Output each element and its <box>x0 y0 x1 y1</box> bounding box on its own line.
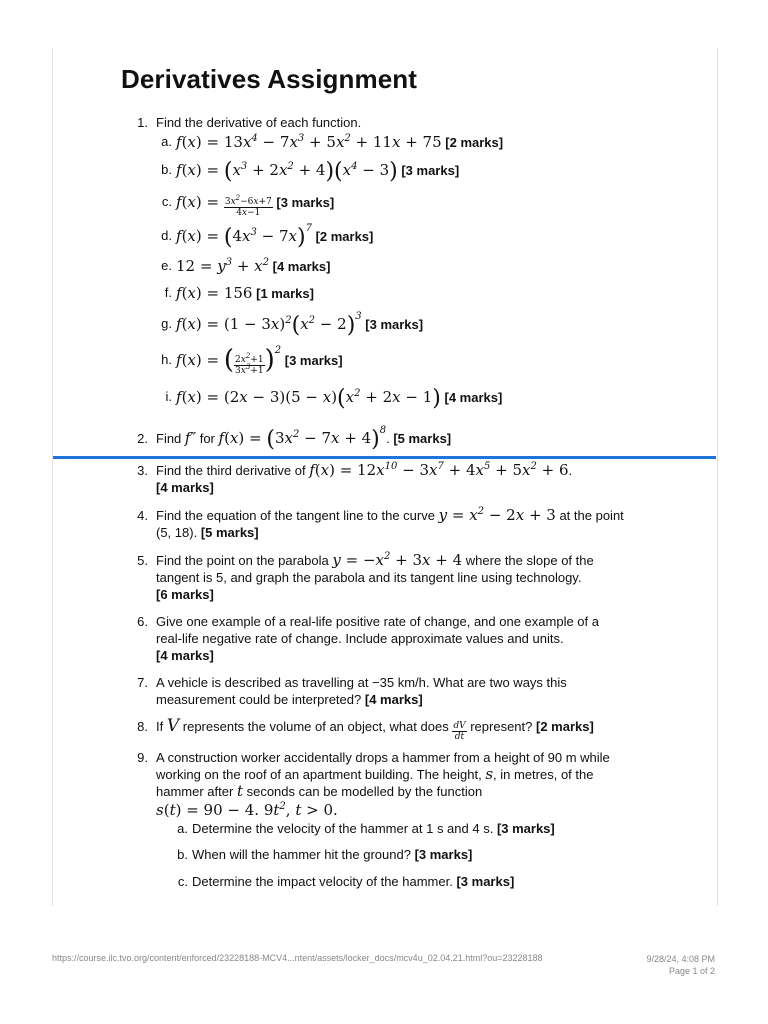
math-expression: $y = x^2 - 2x + 3$ <box>438 506 556 524</box>
question-number: 4. <box>137 508 148 523</box>
math-expression: $f(x) = 12x^{10} - 3x^7 + 4x^5 + 5x^2 + 6$ <box>309 461 569 479</box>
math-expression: f(x) = 156 <box>176 284 253 302</box>
question-text: A construction worker accidentally drops a hammer from a height of 90 m while working on the roof of an apartment building. The height, s, in metres, of the hammer after t seconds can be modelled by the function s(t) = 90 − 4. $9t^2$, t > 0. <box>156 750 610 819</box>
footer-info <box>646 953 715 977</box>
marks-label: [2 marks] <box>445 135 504 150</box>
question-1-part-h <box>161 345 636 376</box>
marks-label: [3 marks] <box>456 874 515 889</box>
footer-datetime: 9/28/24, 4:08 PM <box>646 954 715 964</box>
marks-label: [4 marks] <box>444 390 503 405</box>
part-letter: i. <box>165 389 172 404</box>
question-text: Find f″ for $f(x) = (3x^2 - 7x + 4)^8$. [5 marks] <box>156 425 452 452</box>
part-letter: e. <box>161 258 172 273</box>
part-letter: h. <box>161 352 172 367</box>
question-text: Give one example of a real-life positive rate of change, and one example of a real-life negative rate of change. Include approximate values and units. [4 marks] <box>156 614 599 663</box>
marks-label: [2 marks] <box>536 719 594 734</box>
math-expression: $f(x) = (x^3 + 2x^2 + 4)(x^4 - 3)$ <box>176 159 398 184</box>
part-letter: a. <box>161 134 172 149</box>
question-1-part-e <box>161 256 636 277</box>
question-number: 6. <box>137 614 148 629</box>
part-letter: f. <box>164 285 172 300</box>
marks-label: [1 marks] <box>256 286 314 301</box>
part-text: Determine the velocity of the hammer at 1 s and 4 s. <box>192 821 494 836</box>
math-expression: V <box>166 716 180 736</box>
math-expression: $f(x) = (1 - 3x)^2(x^2 - 2)^3$ <box>176 311 362 338</box>
marks-label: [4 marks] <box>156 648 214 663</box>
question-1-part-d <box>161 223 636 250</box>
marks-label: [5 marks] <box>200 525 259 540</box>
part-letter: b. <box>161 162 172 177</box>
math-expression: $f(x) = (4x^3 - 7x)^7$ <box>176 223 312 250</box>
question-text: Find the derivative of each function. <box>156 115 362 130</box>
math-expression: $\frac{dV}{dt}$ <box>453 721 466 742</box>
marks-label: [4 marks] <box>272 259 331 274</box>
question-number: 3. <box>137 463 148 478</box>
question-1-part-i <box>165 386 636 411</box>
math-expression: f″ <box>184 429 197 447</box>
question-1-part-f <box>164 283 636 304</box>
question-text: Find the point on the parabola $y = -x^2 + 3x + 4$ where the slope of the tangent is 5, and graph the parabola and its tangent line using technology. [6 marks] <box>156 551 594 602</box>
marks-label: [5 marks] <box>393 431 452 446</box>
math-expression: $f(x) = (3x^2 - 7x + 4)^8$ <box>218 425 387 452</box>
math-expression: $y = -x^2 + 3x + 4$ <box>332 551 463 569</box>
marks-label: [3 marks] <box>365 317 424 332</box>
math-expression: $f(x) = (2x - 3)(5 - x)(x^2 + 2x - 1)$ <box>176 386 441 411</box>
footer-page-number: Page 1 of 2 <box>668 966 715 976</box>
marks-label: [3 marks] <box>401 163 460 178</box>
question-number: 8. <box>137 719 148 734</box>
question-text: Find the third derivative of $f(x) = 12x^{10} - 3x^7 + 4x^5 + 5x^2 + 6$. [4 marks] <box>156 461 573 495</box>
question-number: 9. <box>137 750 148 765</box>
part-letter: a. <box>177 821 188 836</box>
question-9-part-c <box>177 872 652 892</box>
math-expression: $12 = y^3 + x^2$ <box>176 257 270 275</box>
question-number: 5. <box>137 553 148 568</box>
question-1-part-c <box>161 192 636 218</box>
math-expression: f(x) = $\frac{3x^2-6x+7}{4x-1}$ <box>176 193 272 218</box>
part-text: Determine the impact velocity of the hammer. <box>192 874 453 889</box>
question-number: 1. <box>137 115 148 130</box>
part-letter: d. <box>161 228 172 243</box>
question-1-part-a <box>161 132 636 153</box>
question-number: 2. <box>137 431 148 446</box>
footer-url: https://course.ilc.tvo.org/content/enforced/23228188-MCV4...ntent/assets/locker_docs/mcv4u_02.04.21.html?ou=23228188 <box>52 953 543 963</box>
marks-label: [4 marks] <box>364 692 423 707</box>
question-9-part-b <box>177 845 652 865</box>
marks-label: [3 marks] <box>414 847 473 862</box>
part-letter: b. <box>177 847 188 862</box>
question-9-part-a <box>177 819 652 839</box>
question-text: Find the equation of the tangent line to the curve $y = x^2 - 2x + 3$ at the point (5, 18). [5 marks] <box>156 506 624 540</box>
marks-label: [6 marks] <box>156 587 214 602</box>
question-text: If V represents the volume of an object, what does $\frac{dV}{dt}$ represent? [2 marks] <box>156 716 594 742</box>
part-letter: c. <box>177 874 188 889</box>
question-1-part-b <box>161 159 636 184</box>
marks-label: [3 marks] <box>276 195 335 210</box>
math-expression: s <box>485 765 494 783</box>
marks-label: [2 marks] <box>315 229 374 244</box>
math-expression: $f(x) = 13x^4 - 7x^3 + 5x^2 + 11x + 75$ <box>176 133 442 151</box>
page-divider <box>53 456 716 459</box>
part-letter: g. <box>161 316 172 331</box>
math-expression: f(x) = ( $\frac{2x^2+1}{3x^3+1}$ )$^2$ <box>176 345 282 376</box>
page-title: Derivatives Assignment <box>121 64 418 94</box>
marks-label: [3 marks] <box>496 821 555 836</box>
question-text: A vehicle is described as travelling at −35 km/h. What are two ways this measurement could be interpreted? [4 marks] <box>156 675 567 707</box>
marks-label: [4 marks] <box>156 480 214 495</box>
question-number: 7. <box>137 675 148 690</box>
math-expression: s(t) = 90 − 4. $9t^2$, t > 0. <box>156 801 338 819</box>
part-text: When will the hammer hit the ground? <box>192 847 411 862</box>
math-expression: t <box>236 782 243 800</box>
marks-label: [3 marks] <box>284 353 343 368</box>
question-1-part-g <box>161 311 636 338</box>
part-letter: c. <box>161 194 172 209</box>
